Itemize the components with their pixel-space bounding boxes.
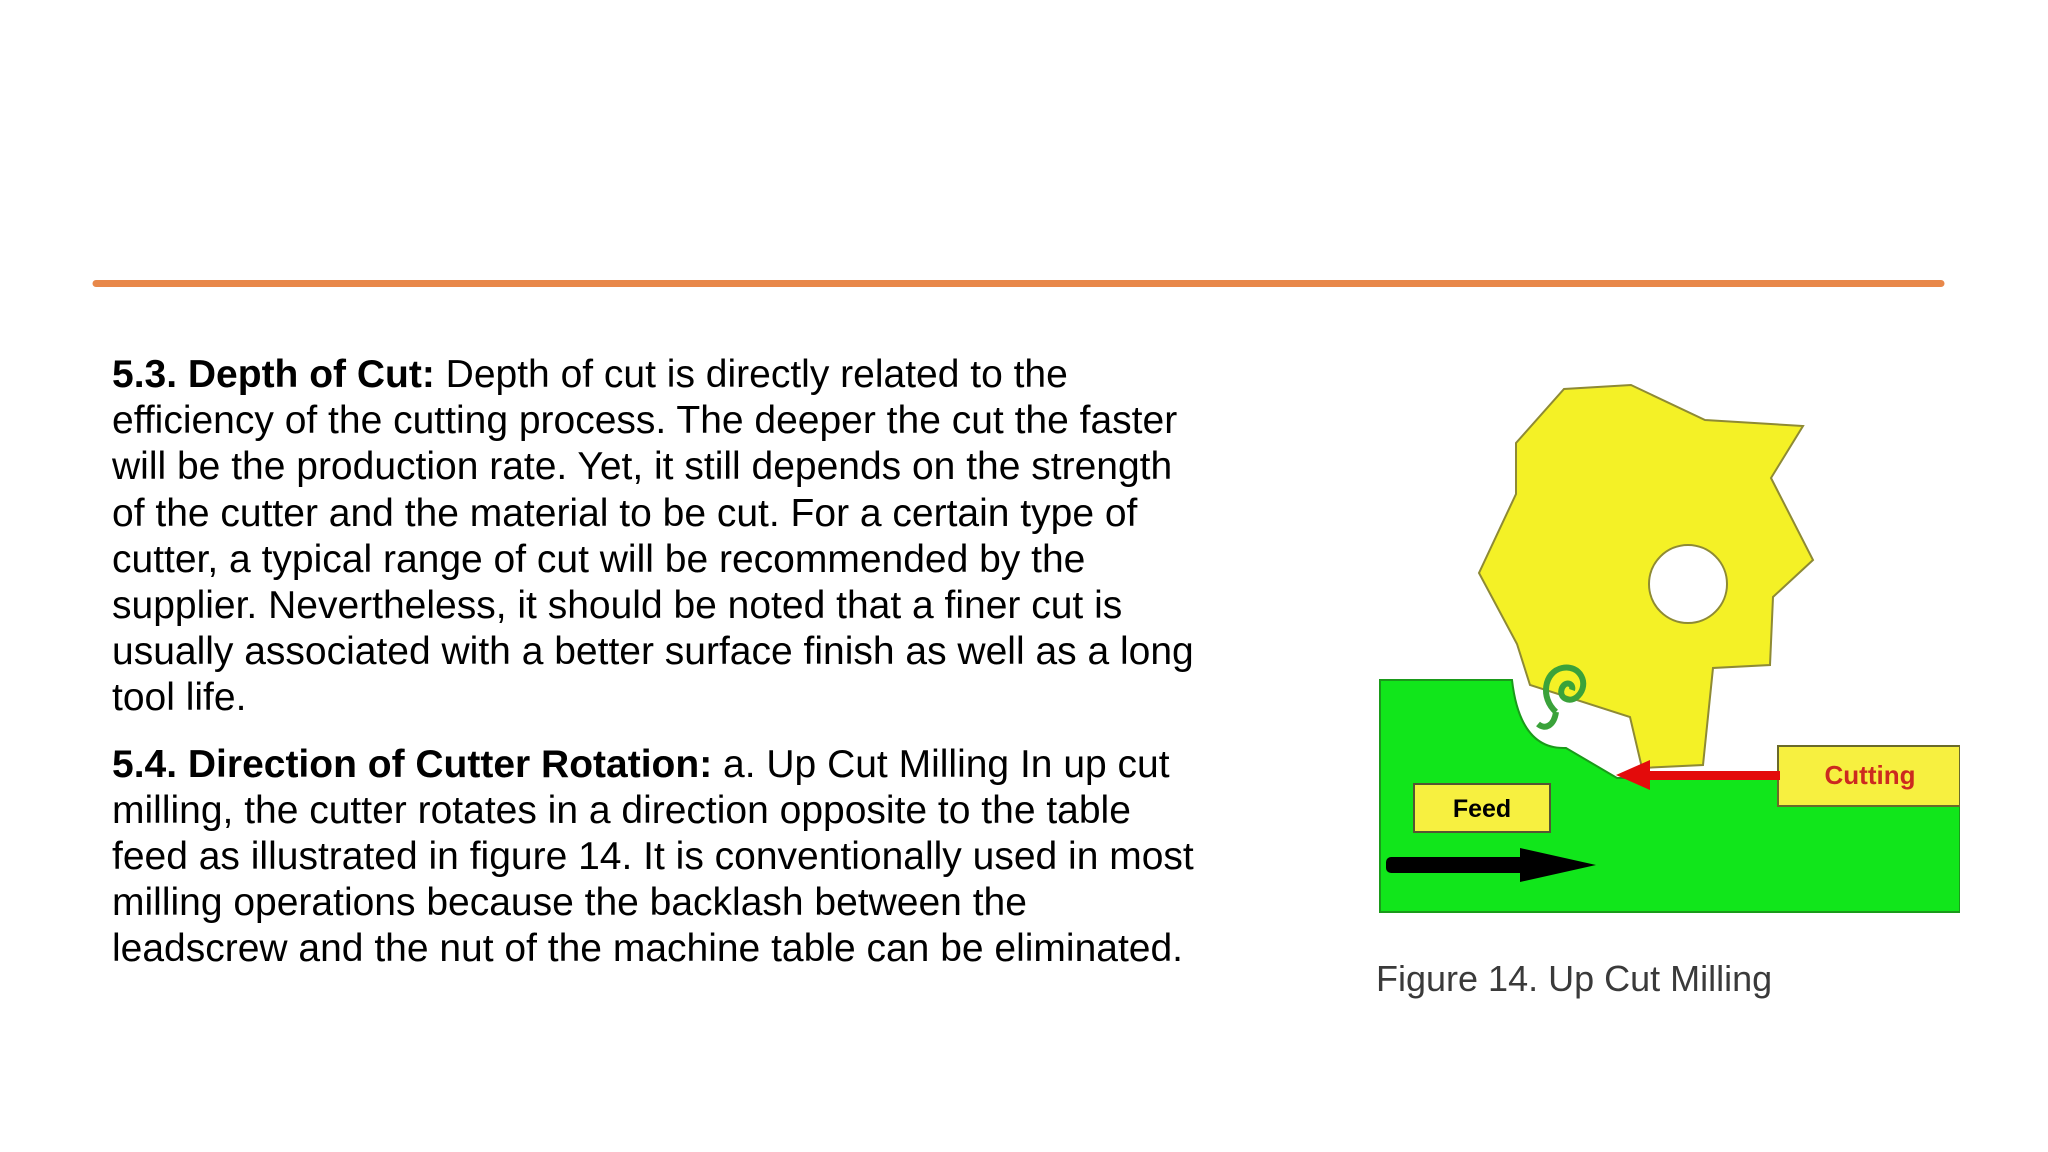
section-cutter-rotation: [112, 742, 1212, 973]
milling-cutter: [1479, 385, 1813, 768]
section-depth-of-cut: [112, 352, 1212, 722]
milling-diagram: [1370, 360, 1960, 930]
section-heading: 5.4. Direction of Cutter Rotation:: [112, 742, 713, 786]
body-text: [112, 352, 1212, 973]
divider-line: [92, 279, 1945, 288]
cutting-label: Cutting: [1824, 760, 1916, 790]
section-body: Depth of cut is directly related to the efficiency of the cutting process. The deeper the cut the faster will be the production rate. Yet, it still depends on the strength of the cutter and the material to be cut. For a certain type of cutter, a typical range of cut will be recommended by the supplier. Nevertheless, it should be noted that a finer cut is usually associated with a better surface finish as well as a long tool life.: [112, 353, 1194, 720]
feed-label: Feed: [1452, 795, 1512, 823]
section-body: a. Up Cut Milling In up cut milling, the cutter rotates in a direction opposite to the table feed as illustrated in figure 14. It is conventionally used in most milling operations because the backlash between the leadscrew and the nut of the machine table can be eliminated.: [112, 742, 1194, 971]
figure-up-cut-milling: [1370, 360, 1960, 1020]
figure-caption: Figure 14. Up Cut Milling: [1376, 958, 1773, 999]
section-heading: 5.3. Depth of Cut:: [112, 353, 435, 396]
